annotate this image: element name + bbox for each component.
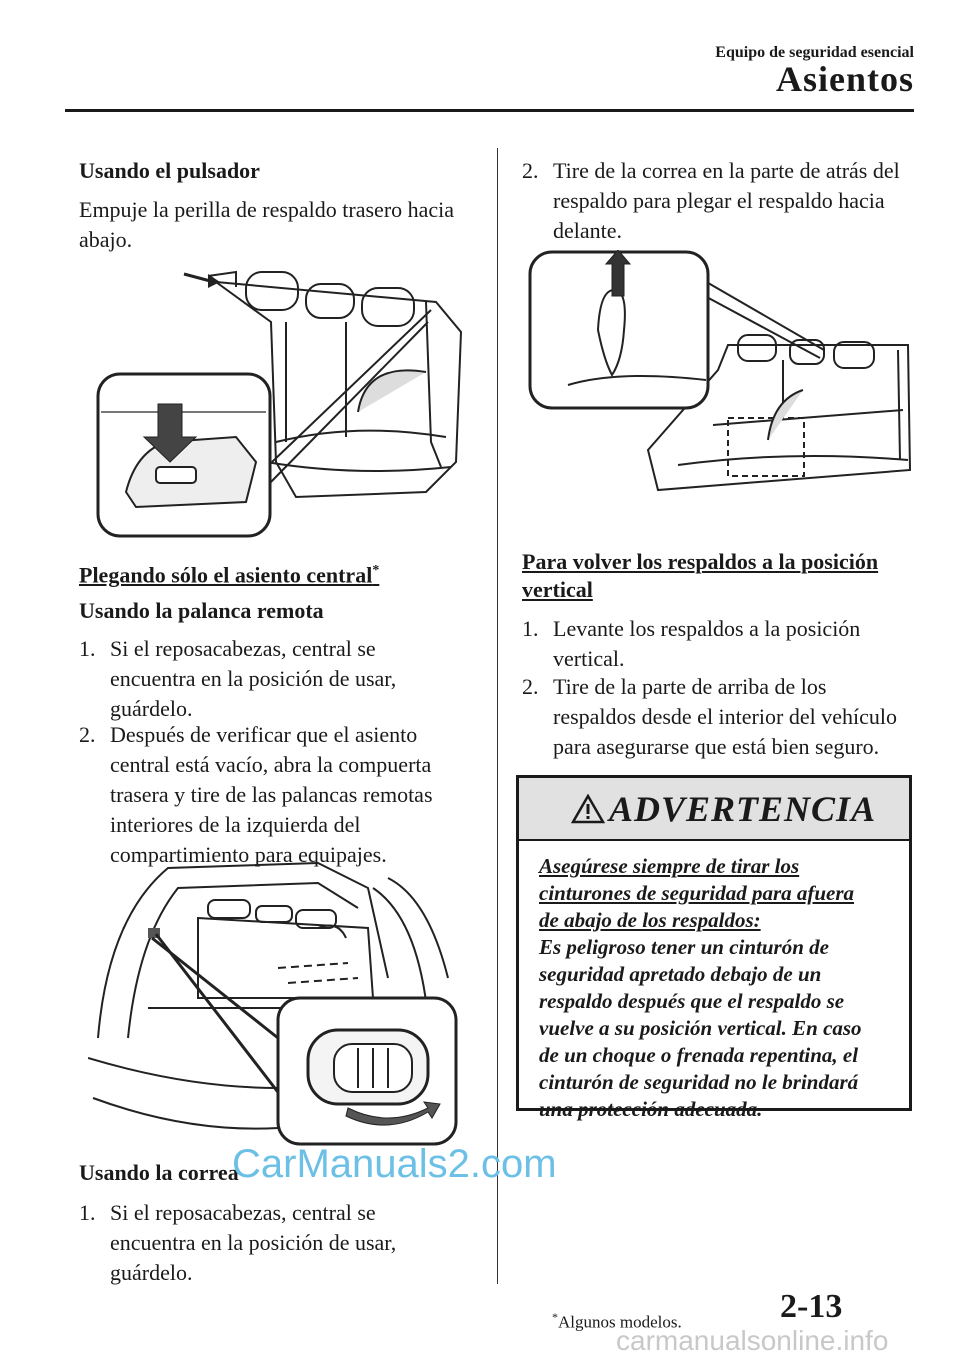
warning-line: de abajo de los respaldos: xyxy=(539,908,761,932)
footnote-mark: * xyxy=(372,563,380,578)
heading-correa: Usando la correa xyxy=(79,1160,239,1185)
list-line: delante. xyxy=(553,218,623,243)
warning-line: vuelve a su posición vertical. En caso xyxy=(539,1016,862,1040)
list-number: 2. xyxy=(522,158,539,183)
list-line: Tire de la parte de arriba de los xyxy=(553,674,827,699)
list-line: compartimiento para equipajes. xyxy=(110,842,387,867)
warning-line: Asegúrese siempre de tirar los xyxy=(539,854,800,878)
figure-remote-lever xyxy=(88,858,460,1148)
list-line: Si el reposacabezas, central se xyxy=(110,636,376,661)
list-line: encuentra en la posición de usar, xyxy=(110,666,397,691)
footnote-mark: * xyxy=(552,1310,558,1324)
heading-pulsador: Usando el pulsador xyxy=(79,158,260,183)
watermark-carmanuals: CarManuals2.com xyxy=(232,1142,557,1186)
figure-strap xyxy=(528,250,916,498)
list-number: 1. xyxy=(79,1200,96,1225)
list-line: guárdelo. xyxy=(110,696,193,721)
warning-line: cinturón de seguridad no le brindará xyxy=(539,1070,859,1094)
warning-header xyxy=(519,778,909,841)
warning-body xyxy=(539,853,899,1123)
list-item xyxy=(522,156,922,246)
heading-return-1: Para volver los respaldos a la posición xyxy=(522,549,879,574)
warning-line: Es peligroso tener un cinturón de xyxy=(539,935,829,959)
list-item xyxy=(79,1198,489,1288)
warning-line: una protección adecuada. xyxy=(539,1097,763,1121)
list-number: 1. xyxy=(522,616,539,641)
heading-central-seat xyxy=(79,556,379,590)
list-line: Después de verificar que el asiento xyxy=(110,722,418,747)
list-number: 1. xyxy=(79,636,96,661)
list-line: guárdelo. xyxy=(110,1260,193,1285)
chapter-title: Asientos xyxy=(775,59,914,99)
footnote-text: Algunos modelos. xyxy=(558,1312,682,1332)
para-pulsador-2: abajo. xyxy=(79,227,133,252)
list-item xyxy=(522,614,922,674)
list-line: trasera y tire de las palancas remotas xyxy=(110,782,433,807)
para-pulsador-1: Empuje la perilla de respaldo trasero hacia xyxy=(79,197,455,222)
list-line: central está vacío, abra la compuerta xyxy=(110,752,432,777)
column-divider xyxy=(497,148,498,1284)
warning-title: ADVERTENCIA xyxy=(609,789,877,829)
list-item xyxy=(522,672,922,762)
warning-line: respaldo después que el respaldo se xyxy=(539,989,845,1013)
list-line: Tire de la correa en la parte de atrás del xyxy=(553,158,900,183)
heading-palanca: Usando la palanca remota xyxy=(79,598,324,623)
warning-line: seguridad apretado debajo de un xyxy=(539,962,822,986)
list-line: respaldos desde el interior del vehículo xyxy=(553,704,897,729)
list-line: encuentra en la posición de usar, xyxy=(110,1230,397,1255)
list-line: respaldo para plegar el respaldo hacia xyxy=(553,188,885,213)
warning-box xyxy=(516,775,912,1121)
list-line: interiores de la izquierda del xyxy=(110,812,361,837)
list-line: Si el reposacabezas, central se xyxy=(110,1200,376,1225)
heading-return-2: vertical xyxy=(522,577,593,602)
figure-push-button xyxy=(96,262,468,540)
list-line: Levante los respaldos a la posición xyxy=(553,616,861,641)
list-number: 2. xyxy=(79,722,96,747)
warning-icon xyxy=(571,794,605,824)
warning-line: cinturones de seguridad para afuera xyxy=(539,881,855,905)
warning-line: de un choque o frenada repentina, el xyxy=(539,1043,859,1067)
fold-arrow-icon xyxy=(768,390,803,440)
list-line: vertical. xyxy=(553,646,625,671)
fold-arrow-icon xyxy=(358,370,426,412)
list-number: 2. xyxy=(522,674,539,699)
header-rule xyxy=(65,109,914,112)
heading-central-seat-text: Plegando sólo el asiento central xyxy=(79,562,373,588)
watermark-carmanualsonline: carmanualsonline.info xyxy=(616,1325,889,1356)
list-item xyxy=(79,634,489,724)
section-title: Equipo de seguridad esencial xyxy=(715,44,914,61)
list-item xyxy=(79,720,489,870)
list-line: para asegurarse que está bien seguro. xyxy=(553,734,880,759)
page-number: 2-13 xyxy=(780,1288,843,1325)
